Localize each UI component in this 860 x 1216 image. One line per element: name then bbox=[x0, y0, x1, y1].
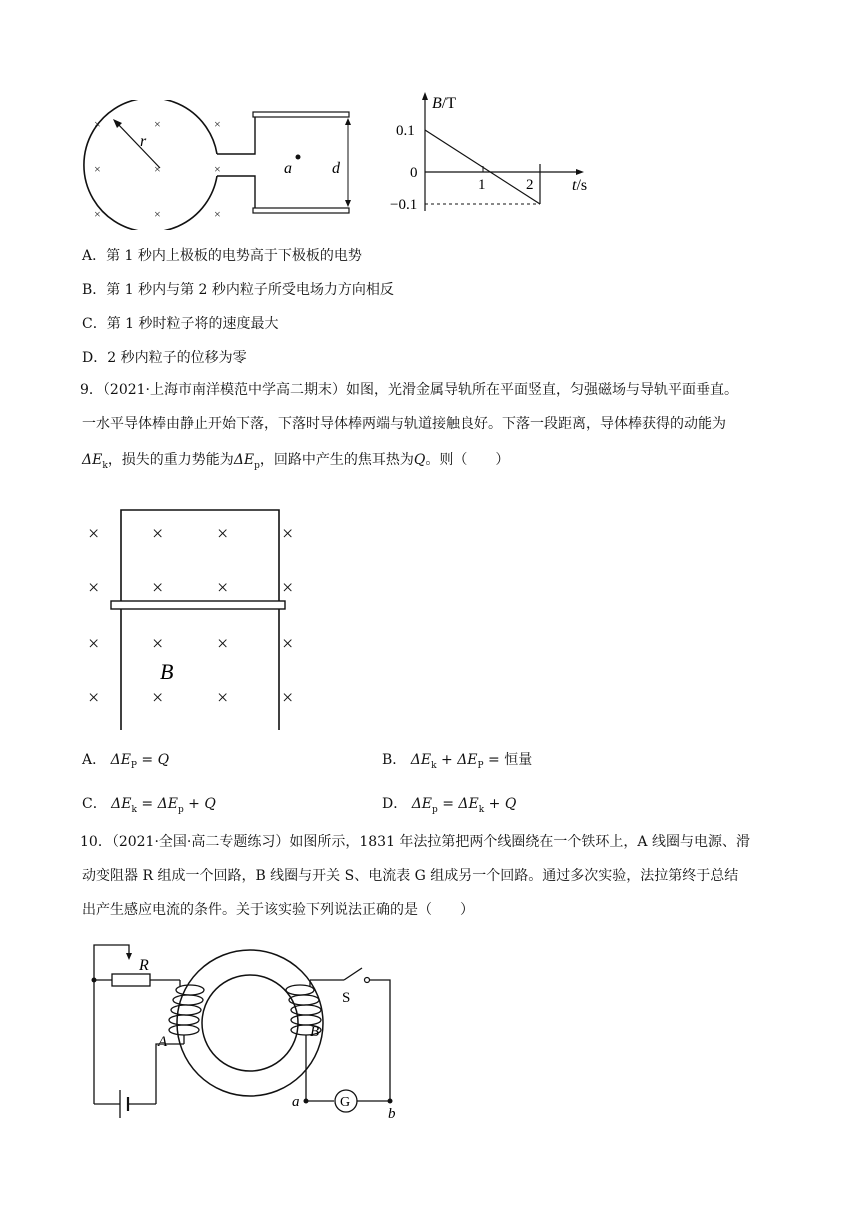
svg-text:×: × bbox=[94, 117, 101, 131]
q10-stem-line3: 出产生感应电流的条件。关于该实验下列说法正确的是（ ） bbox=[82, 902, 474, 918]
svg-text:×: × bbox=[88, 633, 100, 655]
fig-bt-graph bbox=[380, 86, 610, 216]
q9-stem-line2: 一水平导体棒由静止开始下落，下落时导体棒两端与轨道接触良好。下落一段距离，导体棒获得的动能为 bbox=[82, 416, 726, 432]
svg-text:t/s: t/s bbox=[572, 177, 588, 194]
svg-text:×: × bbox=[214, 117, 221, 131]
svg-text:×: × bbox=[217, 577, 229, 599]
svg-text:×: × bbox=[217, 633, 229, 655]
label-S: S bbox=[342, 990, 351, 1006]
svg-text:×: × bbox=[88, 577, 100, 599]
svg-text:×: × bbox=[214, 207, 221, 221]
svg-text:×: × bbox=[88, 523, 100, 545]
q8-option-c: C．第 1 秒时粒子将的速度最大 bbox=[82, 316, 279, 332]
label-d: d bbox=[332, 160, 340, 177]
switch-s bbox=[344, 968, 362, 980]
field-crosses bbox=[94, 117, 221, 221]
q8-option-a: A．第 1 秒内上极板的电势高于下极板的电势 bbox=[82, 248, 362, 264]
coil-a bbox=[169, 980, 204, 1044]
iron-ring-inner bbox=[202, 975, 298, 1071]
fig-rails bbox=[82, 504, 312, 734]
particle-dot bbox=[296, 155, 301, 160]
loop-circle bbox=[84, 100, 217, 230]
q9-option-a: A． $\Delta E_P = Q$ bbox=[82, 752, 170, 771]
label-G: G bbox=[340, 1095, 351, 1110]
fig-loop-capacitor bbox=[80, 100, 370, 230]
svg-text:×: × bbox=[154, 162, 161, 176]
q8-option-b: B．第 1 秒内与第 2 秒内粒子所受电场力方向相反 bbox=[82, 282, 394, 298]
label-r: r bbox=[140, 133, 147, 150]
lower-plate bbox=[253, 208, 349, 213]
svg-text:×: × bbox=[154, 117, 161, 131]
svg-text:B/T: B/T bbox=[432, 95, 456, 112]
label-a: a bbox=[284, 160, 292, 177]
q9-option-b: B． $\Delta E_k + \Delta E_P$ = 恒量 bbox=[382, 752, 533, 771]
tick-y-zero: 0 bbox=[410, 165, 418, 181]
tick-x-2: 2 bbox=[526, 177, 534, 193]
svg-text:×: × bbox=[152, 633, 164, 655]
tick-y-top: 0.1 bbox=[396, 123, 415, 139]
label-A: A bbox=[158, 1034, 168, 1050]
tick-y-bottom: −0.1 bbox=[390, 197, 418, 213]
svg-text:×: × bbox=[217, 523, 229, 545]
svg-text:×: × bbox=[94, 207, 101, 221]
q9-stem-line3: $\Delta E_k$，损失的重力势能为$\Delta E_p$，回路中产生的焦耳热为Q。则（ ） bbox=[82, 452, 510, 471]
q9-stem-line1: 9．（2021·上海市南洋模范中学高二期末）如图，光滑金属导轨所在平面竖直，匀强磁场与导轨平面垂直。 bbox=[80, 382, 738, 398]
q8-option-d: D．2 秒内粒子的位移为零 bbox=[82, 350, 247, 366]
label-b-terminal: b bbox=[388, 1106, 396, 1122]
svg-text:×: × bbox=[94, 162, 101, 176]
svg-text:×: × bbox=[282, 687, 294, 709]
q9-option-d: D． $\Delta E_p = \Delta E_k + Q$ bbox=[382, 796, 517, 815]
rheostat bbox=[112, 974, 150, 986]
svg-text:×: × bbox=[152, 577, 164, 599]
fig-faraday-ring bbox=[84, 940, 404, 1130]
q10-stem-line2: 动变阻器 R 组成一个回路，B 线圈与开关 S、电流表 G 组成另一个回路。通过多次实验，法拉第终于总结 bbox=[82, 868, 739, 884]
svg-text:×: × bbox=[152, 687, 164, 709]
q9-option-c: C． $\Delta E_k = \Delta E_p + Q$ bbox=[82, 796, 216, 815]
svg-text:×: × bbox=[282, 577, 294, 599]
svg-text:×: × bbox=[88, 687, 100, 709]
conductor-bar bbox=[111, 601, 285, 609]
svg-text:×: × bbox=[217, 687, 229, 709]
svg-text:×: × bbox=[154, 207, 161, 221]
label-R: R bbox=[139, 957, 149, 974]
svg-text:×: × bbox=[282, 633, 294, 655]
tick-x-1: 1 bbox=[478, 177, 486, 193]
label-a-terminal: a bbox=[292, 1094, 300, 1110]
svg-text:×: × bbox=[152, 523, 164, 545]
svg-text:×: × bbox=[282, 523, 294, 545]
label-B: B bbox=[160, 659, 174, 684]
iron-ring-outer bbox=[177, 950, 323, 1096]
label-B-coil: B bbox=[310, 1024, 320, 1040]
field-crosses-2 bbox=[88, 523, 293, 709]
rail-frame bbox=[121, 510, 279, 730]
upper-plate bbox=[253, 112, 349, 117]
svg-text:×: × bbox=[214, 162, 221, 176]
q10-stem-line1: 10．（2021·全国·高二专题练习）如图所示，1831 年法拉第把两个线圈绕在一个铁环上，A 线圈与电源、滑 bbox=[80, 834, 750, 850]
